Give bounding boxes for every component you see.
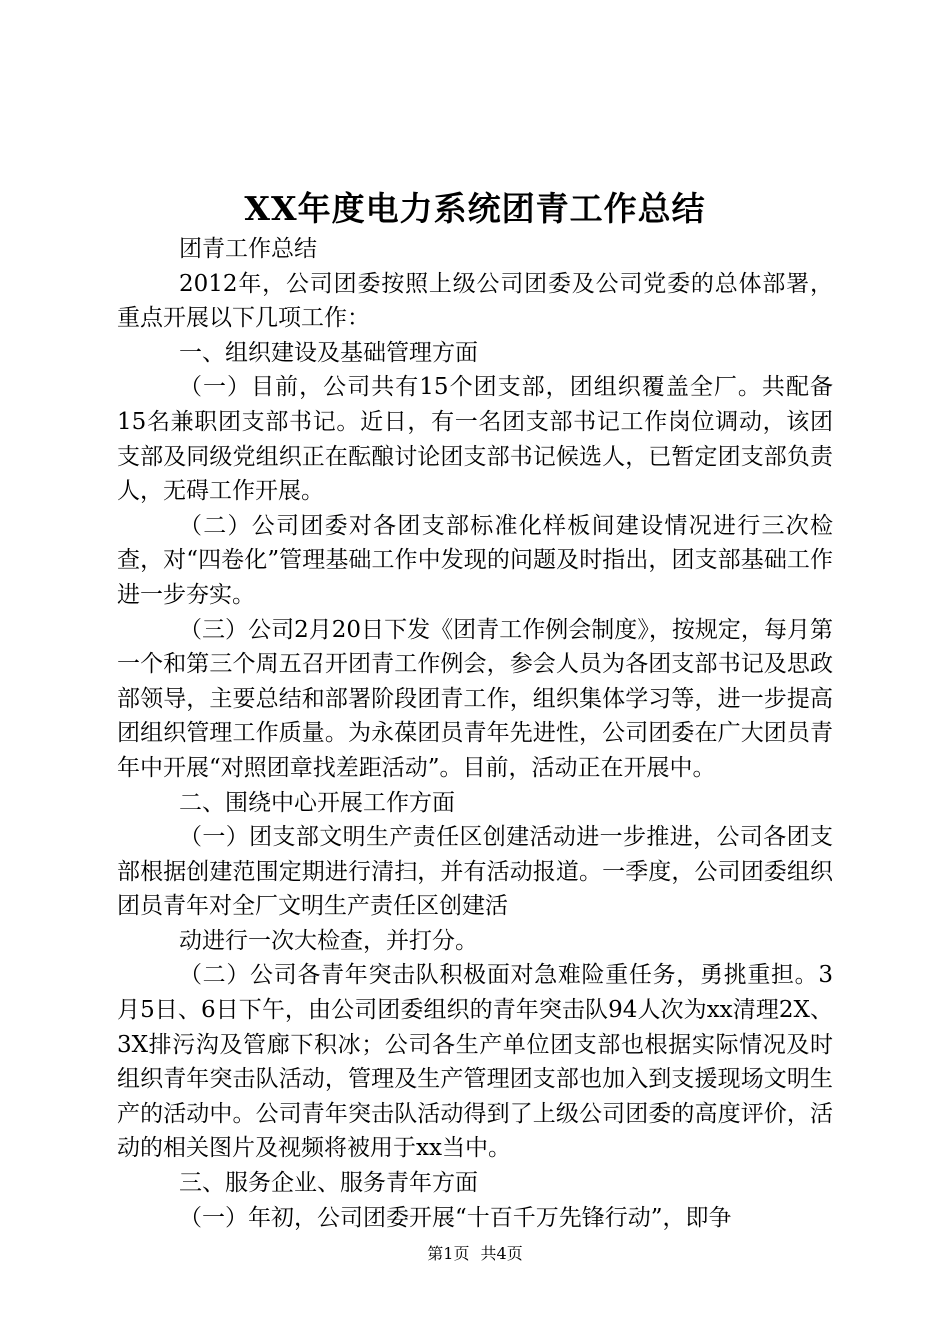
document-body [117, 232, 833, 1235]
paragraph: （二）公司团委对各团支部标准化样板间建设情况进行三次检查，对“四卷化”管理基础工作中发现的问题及时指出，团支部基础工作进一步夯实。 [117, 512, 833, 608]
page-footer [0, 1242, 950, 1266]
page-number: 第1页 [427, 1244, 470, 1263]
paragraph: （二）公司各青年突击队积极面对急难险重任务，勇挑重担。3月5日、6日下午，由公司团委组织的青年突击队94人次为xx清理2X、3X排污沟及管廊下积冰；公司各生产单位团支部也根据实际情况及时组织青年突击队活动，管理及生产管理团支部也加入到支援现场文明生产的活动中。公司青年突击队活动得到了上级公司团委的高度评价，活动的相关图片及视频将被用于xx当中。 [117, 962, 833, 1162]
paragraph: （一）目前，公司共有15个团支部，团组织覆盖全厂。共配备15名兼职团支部书记。近日，有一名团支部书记工作岗位调动，该团支部及同级党组织正在酝酿讨论团支部书记候选人，已暂定团支部负责人，无碍工作开展。 [117, 374, 833, 505]
paragraph: 团青工作总结 [179, 236, 317, 262]
section-heading: 二、围绕中心开展工作方面 [179, 789, 455, 816]
paragraph: （三）公司2月20日下发《团青工作例会制度》，按规定，每月第一个和第三个周五召开团青工作例会，参会人员为各团支部书记及思政部领导，主要总结和部署阶段团青工作，组织集体学习等，进一步提高团组织管理工作质量。为永葆团员青年先进性，公司团委在广大团员青年中开展“对照团章找差距活动”。目前，活动正在开展中。 [117, 616, 833, 781]
paragraph: （一）年初，公司团委开展“十百千万先锋行动”，即争 [179, 1204, 732, 1231]
paragraph: 动进行一次大检查，并打分。 [179, 927, 478, 954]
paragraph: （一）团支部文明生产责任区创建活动进一步推进，公司各团支部根据创建范围定期进行清扫，并有活动报道。一季度，公司团委组织团员青年对全厂文明生产责任区创建活 [117, 824, 833, 920]
document-title: XX年度电力系统团青工作总结 [244, 189, 706, 228]
page-total: 共4页 [480, 1244, 523, 1263]
section-heading: 一、组织建设及基础管理方面 [179, 339, 478, 366]
paragraph: 2012年，公司团委按照上级公司团委及公司党委的总体部署，重点开展以下几项工作： [117, 270, 833, 332]
section-heading: 三、服务企业、服务青年方面 [179, 1170, 478, 1197]
